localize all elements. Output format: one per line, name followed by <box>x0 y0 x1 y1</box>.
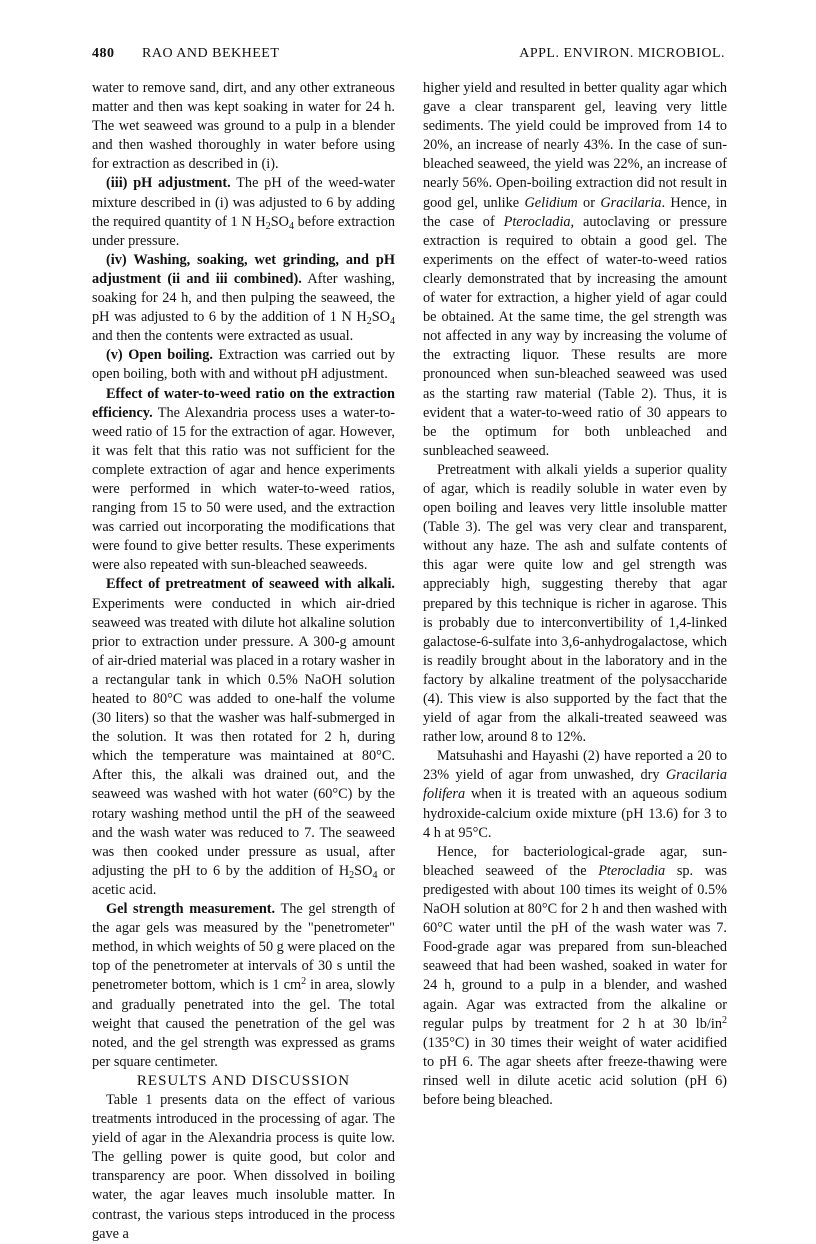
paragraph-results-continued: higher yield and resulted in better quality agar which gave a clear transparent gel, leaving very little sediments. The yield could be improved from 14 to 20%, an increase of nearly 43%. In the case of sun-bleached seaweed, the yield was 22%, an increase of nearly 56%. Open-boiling extraction did not result in good gel, unlike Gelidium or Gracilaria. Hence, in the case of Pterocladia, autoclaving or pressure extraction is required to obtain a good gel. The experiments on the effect of water-to-weed ratios clearly demonstrated that by increasing the amount of water for extraction, a higher yield of agar could be obtained. At the same time, the gel strength was not affected in any way by increasing the volume of the extracting liquor. These results are more pronounced when sun-bleached seaweed was used as the starting raw material (Table 2). Thus, it is evident that a water-to-weed ratio of 30 appears to be the optimum for both unbleached and sunbleached seaweed. <box>423 80 728 459</box>
genus-gelidium: Gelidium <box>524 194 578 211</box>
paragraph-combined-treatment: (iv) Washing, soaking, wet grinding, and pH adjustment (ii and iii combined). After washing, soaking for 24 h, and then pulping the seaweed, the pH was adjusted to 6 by the addition of 1 N $H_2SO_4$ and then the contents were extracted as usual. <box>92 251 395 345</box>
gel-strength-heading: Gel strength measurement. <box>106 901 276 918</box>
alkali-pretreatment-heading: Effect of pretreatment of seaweed with alkali. <box>106 576 395 593</box>
paragraph-washing-continued: water to remove sand, dirt, and any other extraneous matter and then was kept soaking in water for 24 h. The wet seaweed was ground to a pulp in a blender and then washed thoroughly in water before using for extraction as described in (i). <box>92 80 395 173</box>
paragraph-agar-grades: Hence, for bacteriological-grade agar, sun-bleached seaweed of the Pterocladia sp. was predigested with about 100 times its weight of 0.5% NaOH solution at 80°C for 2 h and then washed with 60°C water until the pH of the wash water was 7. Food-grade agar was prepared from sun-bleached seaweed that had been washed, soaked in water for 24 h, ground to a pulp in a blender, and washed again. Agar was extracted from the alkaline or regular pulps by treatment for 2 h at 30 $lb/in^2$ (135°C) in 30 times their weight of water acidified to pH 6. The agar sheets after freeze-thawing were rinsed well in dilute acetic acid solution (pH 6) before being bleached. <box>423 843 727 1108</box>
water-to-weed-heading: Effect of water-to-weed ratio on the extraction efficiency. <box>92 385 395 421</box>
section-title: RESULTS AND DISCUSSION <box>136 1072 351 1089</box>
paragraph-alkali-results: Pretreatment with alkali yields a superior quality of agar, which is readily soluble in water even by open boiling and leaves very little insoluble matter (Table 3). The gel was very clear and transparent, without any haze. The ash and sulfate contents of this agar were quite low and gel strength was appreciably high, suggesting thereby that agar prepared by this technique is richer in agarose. This is probably due to interconvertibility of 1,4-linked galactose-6-sulfate into 3,6-anhydrogalactose, which is readily brought about in the laboratory and in the factory by alkaline treatment of the polysaccharide (4). This view is also supported by the fact that the yield of agar from the alkali-treated seaweed was rather low, around 8 to 12%. <box>423 461 727 746</box>
genus-pterocladia-sp: Pterocladia <box>598 862 666 879</box>
running-authors: RAO AND BEKHEET <box>142 46 280 61</box>
right-column <box>423 79 727 1110</box>
left-column <box>92 79 395 1244</box>
species-gracilaria-folifera: Gracilaria folifera <box>423 767 727 803</box>
ph-adjustment-heading: (iii) pH adjustment. <box>106 175 231 192</box>
page-number: 480 <box>92 46 115 61</box>
paragraph-alkali-pretreatment: Effect of pretreatment of seaweed with alkali. Experiments were conducted in which air-dried seaweed was treated with dilute hot alkaline solution prior to extraction under pressure. A 300-g amount of air-dried material was placed in a rotary washer in a rectangular tank in which 0.5% NaOH solution heated to 80°C was added to one-half the volume (30 liters) so that the washer was half-submerged in the solution. It was then rotated for 2 h, during which the temperature was maintained at 80°C. After this, the alkali was drained out, and the seaweed was washed with hot water (60°C) by the rotary washing method until the pH of the seaweed and the wash water was reduced to 7. The seaweed was then cooked under pressure as usual, after adjusting the pH to 6 by the addition of $H_2SO_4$ or acetic acid. <box>92 576 395 898</box>
running-header <box>92 46 725 68</box>
paragraph-open-boiling: (v) Open boiling. Extraction was carried out by open boiling, both with and without pH adjustment. <box>92 347 395 383</box>
paragraph-matsuhashi: Matsuhashi and Hayashi (2) have reported a 20 to 23% yield of agar from unwashed, dry Gracilaria folifera when it is treated with an aqueous sodium hydroxide-calcium oxide mixture (pH 13.6) for 3 to 4 h at 95°C. <box>423 748 727 841</box>
paragraph-ph-adjustment: (iii) pH adjustment. The pH of the weed-water mixture described in (i) was adjusted to 6 by adding the required quantity of 1 N $H_2SO_4$ before extraction under pressure. <box>92 175 395 249</box>
paragraph-results-intro: Table 1 presents data on the effect of various treatments introduced in the processing of agar. The yield of agar in the Alexandria process is quite low. The gelling power is quite good, but color and transparency are poor. When dissolved in boiling water, the agar leaves much insoluble matter. In contrast, the various steps introduced in the process gave a <box>92 1091 395 1242</box>
genus-gracilaria: Gracilaria <box>600 194 662 211</box>
genus-pterocladia: Pterocladia, <box>503 213 575 230</box>
combined-treatment-heading: (iv) Washing, soaking, wet grinding, and pH adjustment (ii and iii combined). <box>92 251 395 287</box>
paragraph-water-to-weed-ratio: Effect of water-to-weed ratio on the extraction efficiency. The Alexandria process uses a water-to-weed ratio of 15 for the extraction of agar. However, it was felt that this ratio was not sufficient for the complete extraction of agar and hence experiments were performed in which water-to-weed ratios, ranging from 15 to 50 were used, and the extraction was carried out incorporating the modifications that were found to give better results. These experiments were also repeated with sun-bleached seaweeds. <box>92 385 395 574</box>
open-boiling-heading: (v) Open boiling. <box>106 347 213 364</box>
journal-abbreviation: APPL. ENVIRON. MICROBIOL. <box>519 46 725 61</box>
paragraph-gel-strength: Gel strength measurement. The gel strength of the agar gels was measured by the "penetrometer" method, in which weights of 50 g were placed on the top of the penetrometer at intervals of 30 s until the penetrometer bottom, which is 1 $cm^2$ in area, slowly and gradually penetrated into the gel. The total weight that caused the penetration of the gel was noted, and the gel strength was expressed as grams per square centimeter. <box>92 901 395 1070</box>
